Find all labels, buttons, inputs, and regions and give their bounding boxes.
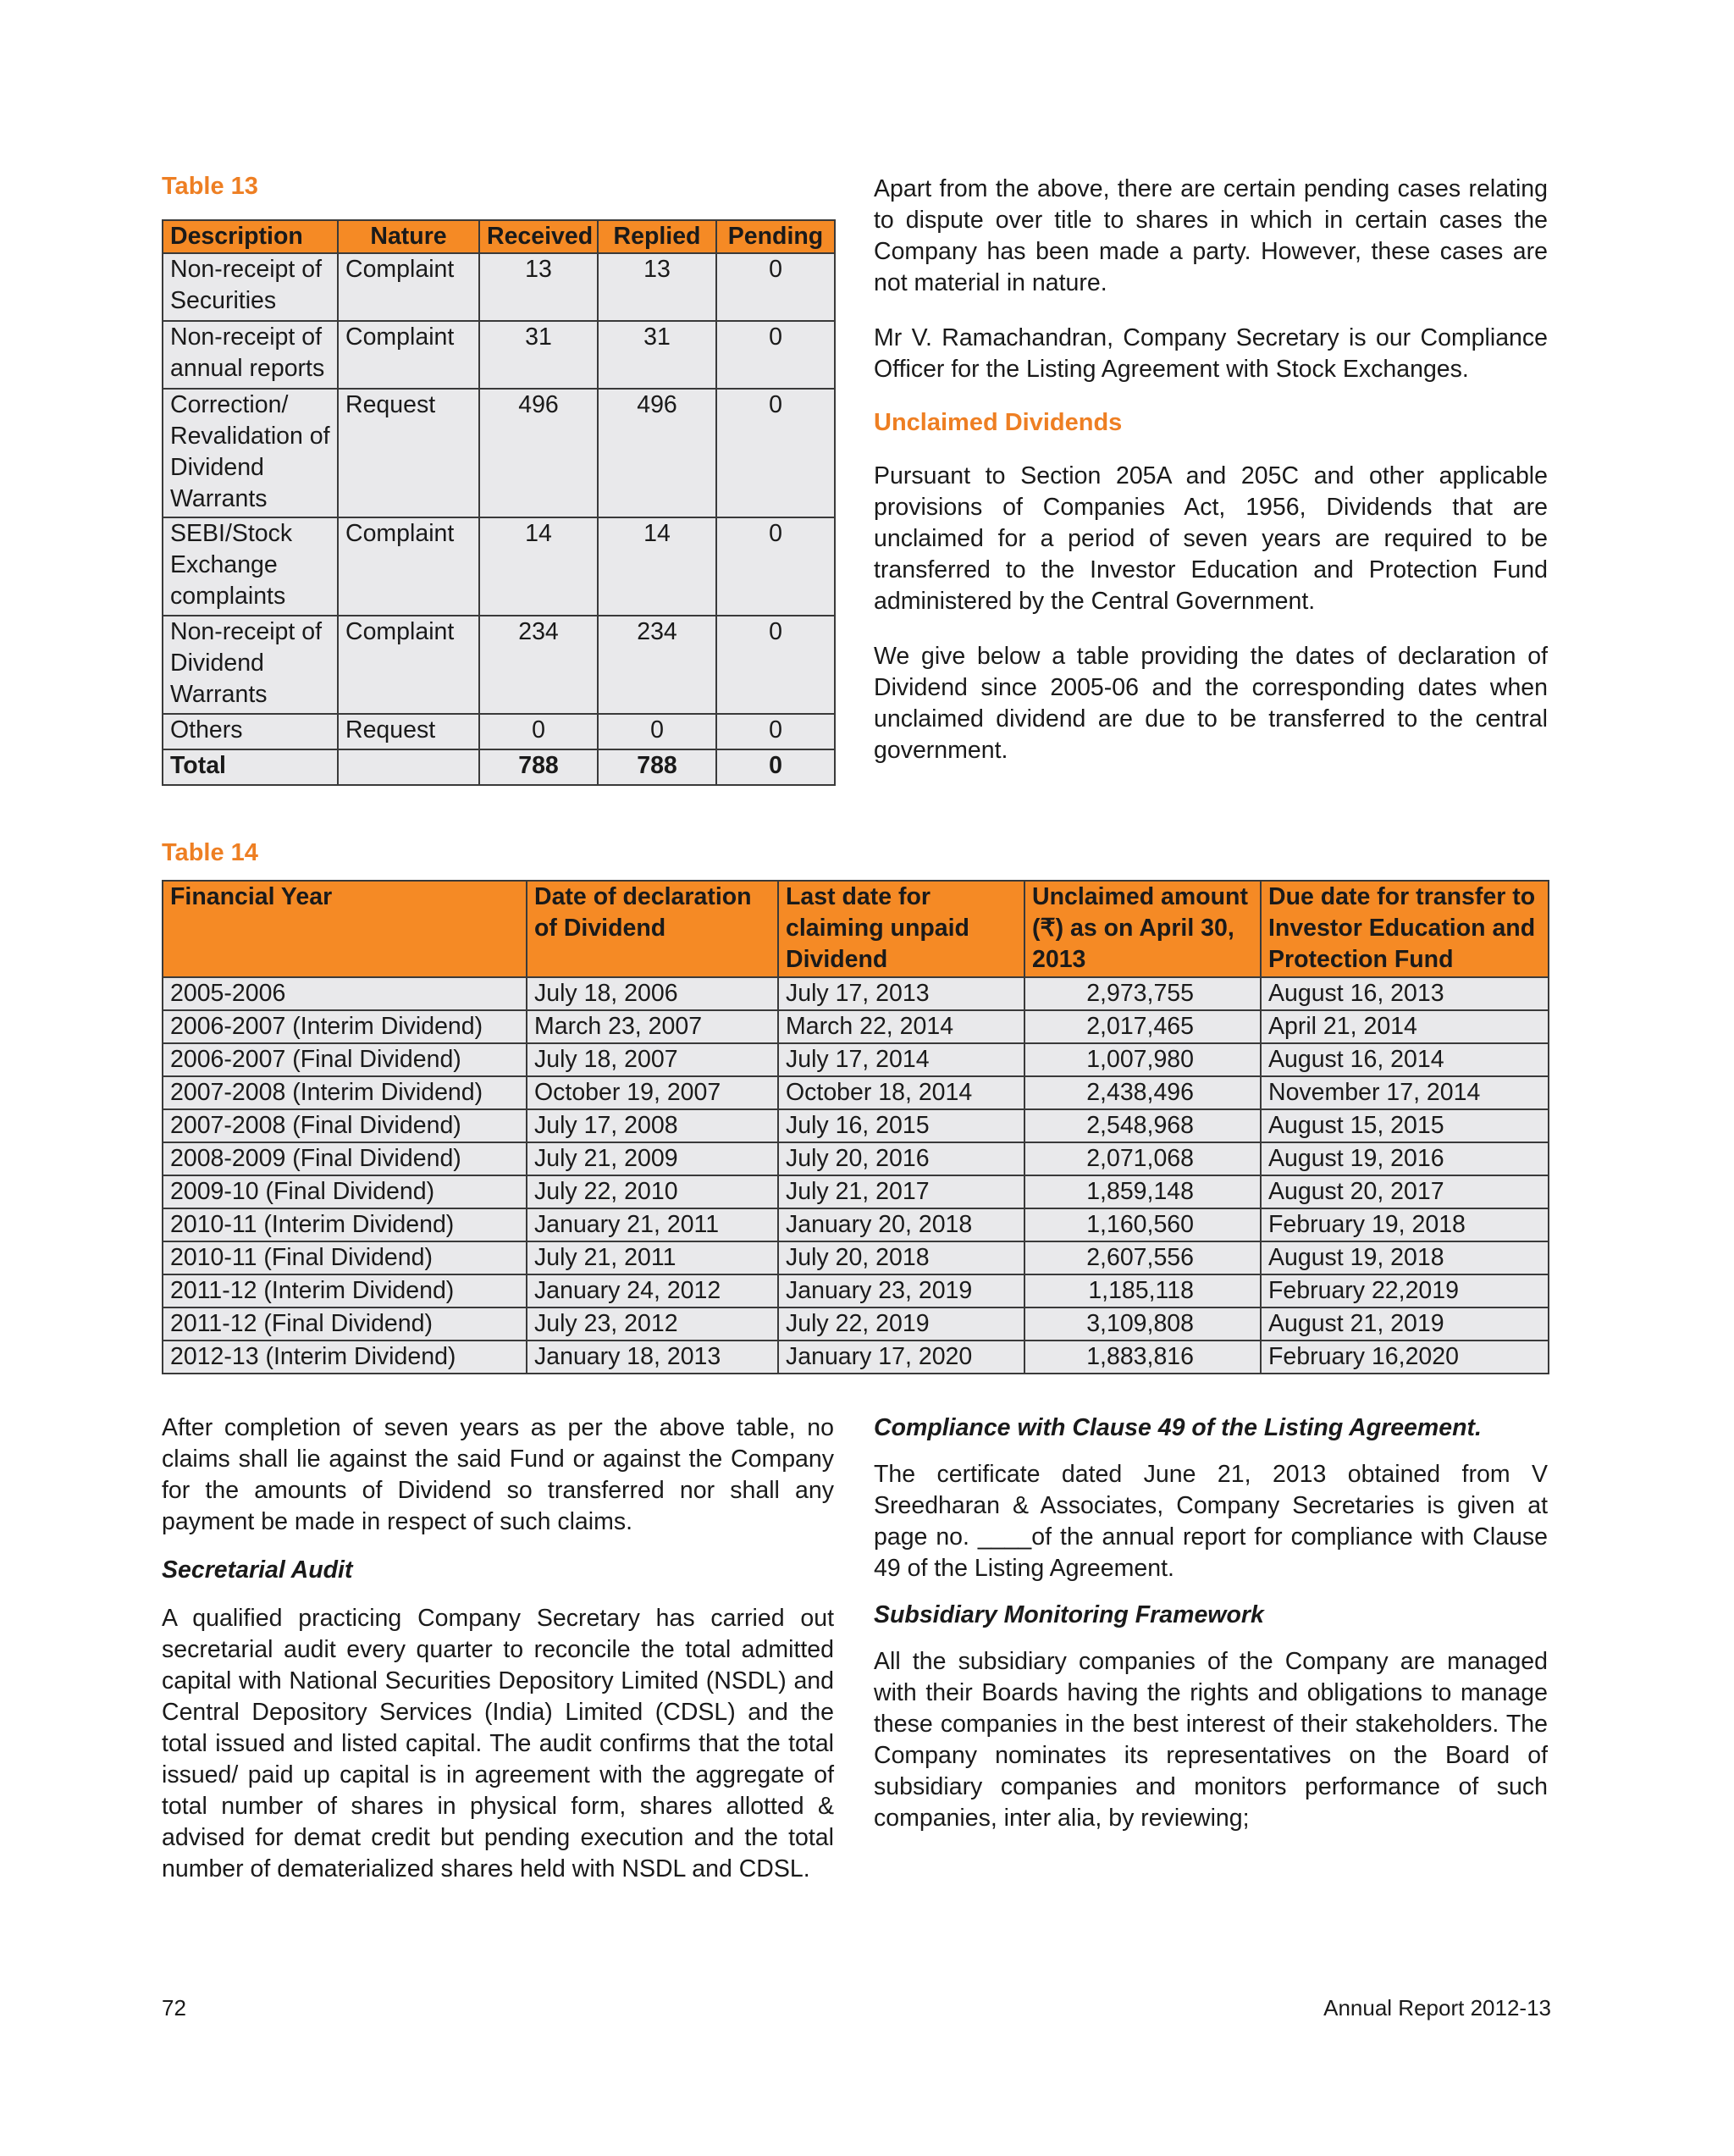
table14-body <box>163 977 1549 1374</box>
table-row <box>163 389 835 517</box>
table-cell: July 17, 2008 <box>527 1109 778 1142</box>
table-row <box>163 616 835 714</box>
table-cell: 2,071,068 <box>1024 1142 1261 1175</box>
table-row <box>163 1109 1549 1142</box>
table-cell: 1,883,816 <box>1024 1341 1261 1374</box>
table-cell: 2007-2008 (Interim Dividend) <box>163 1076 527 1109</box>
section-heading: Subsidiary Monitoring Framework <box>874 1601 1264 1628</box>
table-cell: 3,109,808 <box>1024 1307 1261 1341</box>
table-cell: Request <box>338 714 479 749</box>
table14-title: Table 14 <box>162 839 258 866</box>
table-cell: 2,438,496 <box>1024 1076 1261 1109</box>
table-cell: 14 <box>598 517 716 616</box>
paragraph: All the subsidiary companies of the Company are managed with their Boards having the rights and obligations to manage these companies in the best interest of their stakeholders. The Company nominates its representatives on the Board of subsidiary companies and monitors performance of such companies, inter alia, by reviewing; <box>874 1648 1548 1832</box>
table-cell: April 21, 2014 <box>1261 1010 1549 1043</box>
table-cell: March 22, 2014 <box>778 1010 1024 1043</box>
table-row <box>163 1208 1549 1241</box>
table-cell: 31 <box>479 321 598 389</box>
table-cell: 496 <box>479 389 598 517</box>
table-cell: 234 <box>479 616 598 714</box>
table-cell: January 17, 2020 <box>778 1341 1024 1374</box>
table14 <box>162 880 1549 1374</box>
table13-header: Received <box>479 220 598 253</box>
table-cell: 0 <box>716 616 835 714</box>
table-cell: Request <box>338 389 479 517</box>
table-cell: 13 <box>479 253 598 321</box>
table-cell: 0 <box>716 714 835 749</box>
table-cell: 2011-12 (Final Dividend) <box>163 1307 527 1341</box>
section-heading: Unclaimed Dividends <box>874 409 1123 436</box>
bottom-left-column <box>162 1412 834 1885</box>
table13-total-row <box>163 749 835 785</box>
paragraph: A qualified practicing Company Secretary has carried out secretarial audit every quarter to reconcile the total admitted capital with National Securities Depository Limited (NSDL) and Central Depository Services (India) Limited (CDSL) and the total issued and listed capital. The audit confirms that the total issued/ paid up capital is in agreement with the aggregate of total number of shares in physical form, shares allotted & advised for demat credit but pending execution and the total number of dematerialized shares held with NSDL and CDSL. <box>162 1605 834 1882</box>
bottom-right-column <box>874 1412 1548 1834</box>
table-cell: 788 <box>598 749 716 785</box>
table14-header: Unclaimed amount (₹) as on April 30, 2013 <box>1024 881 1261 977</box>
paragraph: We give below a table providing the dates of declaration of Dividend since 2005-06 and the corresponding dates when unclaimed dividend are due to be transferred to the central government. <box>874 643 1548 764</box>
table13 <box>162 219 836 786</box>
table14-header: Due date for transfer to Investor Education and Protection Fund <box>1261 881 1549 977</box>
table-cell: 788 <box>479 749 598 785</box>
table14-header-row <box>163 881 1549 977</box>
table-cell: 0 <box>716 749 835 785</box>
table-cell: 2,973,755 <box>1024 977 1261 1010</box>
table-cell: July 21, 2009 <box>527 1142 778 1175</box>
table-cell: October 19, 2007 <box>527 1076 778 1109</box>
table13-header: Description <box>163 220 338 253</box>
table-cell: 496 <box>598 389 716 517</box>
table-cell: 1,007,980 <box>1024 1043 1261 1076</box>
table-cell: July 22, 2010 <box>527 1175 778 1208</box>
table-cell: 0 <box>716 253 835 321</box>
table-cell: 234 <box>598 616 716 714</box>
table-cell: 2,017,465 <box>1024 1010 1261 1043</box>
table-row <box>163 714 835 749</box>
table-cell: 1,859,148 <box>1024 1175 1261 1208</box>
table-cell: 2010-11 (Final Dividend) <box>163 1241 527 1274</box>
table-cell: August 21, 2019 <box>1261 1307 1549 1341</box>
table-row <box>163 1341 1549 1374</box>
table-cell: Complaint <box>338 253 479 321</box>
table13-header: Nature <box>338 220 479 253</box>
table-cell: July 18, 2006 <box>527 977 778 1010</box>
table-cell: July 20, 2016 <box>778 1142 1024 1175</box>
table-cell: July 21, 2011 <box>527 1241 778 1274</box>
table-cell: 0 <box>716 389 835 517</box>
paragraph: The certificate dated June 21, 2013 obtained from V Sreedharan & Associates, Company Secretaries is given at page no. ____of the annual report for compliance with Clause 49 of the Listing Agreement. <box>874 1461 1548 1582</box>
table-cell: 2006-2007 (Final Dividend) <box>163 1043 527 1076</box>
table-cell: 2011-12 (Interim Dividend) <box>163 1274 527 1307</box>
table13-header: Pending <box>716 220 835 253</box>
table-cell: August 16, 2014 <box>1261 1043 1549 1076</box>
table-row <box>163 321 835 389</box>
table-cell: 2008-2009 (Final Dividend) <box>163 1142 527 1175</box>
table-cell: 2006-2007 (Interim Dividend) <box>163 1010 527 1043</box>
table-cell: January 24, 2012 <box>527 1274 778 1307</box>
table-cell: August 15, 2015 <box>1261 1109 1549 1142</box>
table-cell: July 16, 2015 <box>778 1109 1024 1142</box>
table-cell: 31 <box>598 321 716 389</box>
table-cell: 2007-2008 (Final Dividend) <box>163 1109 527 1142</box>
table13-title: Table 13 <box>162 173 258 200</box>
table-cell: March 23, 2007 <box>527 1010 778 1043</box>
paragraph: Mr V. Ramachandran, Company Secretary is our Compliance Officer for the Listing Agreement with Stock Exchanges. <box>874 324 1548 383</box>
table13-header: Replied <box>598 220 716 253</box>
table-cell: August 16, 2013 <box>1261 977 1549 1010</box>
table-cell: 1,185,118 <box>1024 1274 1261 1307</box>
table-cell: January 21, 2011 <box>527 1208 778 1241</box>
paragraph: After completion of seven years as per the above table, no claims shall lie against the said Fund or against the Company for the amounts of Dividend so transferred nor shall any payment be made in respect of such claims. <box>162 1414 834 1535</box>
table-cell: August 19, 2016 <box>1261 1142 1549 1175</box>
table-cell: Non-receipt of annual reports <box>163 321 338 389</box>
table-cell: November 17, 2014 <box>1261 1076 1549 1109</box>
table-row <box>163 517 835 616</box>
table-cell: Complaint <box>338 616 479 714</box>
table-cell: Complaint <box>338 517 479 616</box>
table-cell: July 20, 2018 <box>778 1241 1024 1274</box>
table-cell: 0 <box>716 321 835 389</box>
table-cell: 2005-2006 <box>163 977 527 1010</box>
table13-header-row <box>163 220 835 253</box>
table-cell: 2010-11 (Interim Dividend) <box>163 1208 527 1241</box>
table-cell: July 23, 2012 <box>527 1307 778 1341</box>
page-number: 72 <box>162 1995 186 2021</box>
table-cell: July 21, 2017 <box>778 1175 1024 1208</box>
table-cell: February 22,2019 <box>1261 1274 1549 1307</box>
table-row <box>163 1307 1549 1341</box>
table-cell: January 20, 2018 <box>778 1208 1024 1241</box>
table-cell: 0 <box>479 714 598 749</box>
table-cell: July 17, 2013 <box>778 977 1024 1010</box>
right-column <box>874 174 1548 766</box>
table-row <box>163 1241 1549 1274</box>
table-cell <box>338 749 479 785</box>
table-cell: Non-receipt of Dividend Warrants <box>163 616 338 714</box>
table-cell: 13 <box>598 253 716 321</box>
table14-header: Last date for claiming unpaid Dividend <box>778 881 1024 977</box>
table-cell: February 19, 2018 <box>1261 1208 1549 1241</box>
table-cell: Correction/ Revalidation of Dividend Warrants <box>163 389 338 517</box>
section-heading: Compliance with Clause 49 of the Listing Agreement. <box>874 1414 1482 1441</box>
table-cell: 2009-10 (Final Dividend) <box>163 1175 527 1208</box>
table-cell: 0 <box>598 714 716 749</box>
table-cell: August 19, 2018 <box>1261 1241 1549 1274</box>
table-row <box>163 1175 1549 1208</box>
table-cell: 14 <box>479 517 598 616</box>
table-row <box>163 1076 1549 1109</box>
table-row <box>163 977 1549 1010</box>
table14-header: Date of declaration of Dividend <box>527 881 778 977</box>
table-cell: Non-receipt of Securities <box>163 253 338 321</box>
paragraph: Pursuant to Section 205A and 205C and other applicable provisions of Companies Act, 1956, Dividends that are unclaimed for a period of seven years are required to be transferred to the Investor Education and Protection Fund administered by the Central Government. <box>874 462 1548 615</box>
table-cell: Complaint <box>338 321 479 389</box>
table-cell: July 18, 2007 <box>527 1043 778 1076</box>
table-cell: August 20, 2017 <box>1261 1175 1549 1208</box>
table-row <box>163 1043 1549 1076</box>
table-row <box>163 1142 1549 1175</box>
table-cell: January 23, 2019 <box>778 1274 1024 1307</box>
table-cell: 1,160,560 <box>1024 1208 1261 1241</box>
table-cell: July 22, 2019 <box>778 1307 1024 1341</box>
table-cell: 2,548,968 <box>1024 1109 1261 1142</box>
table-cell: 0 <box>716 517 835 616</box>
table-cell: January 18, 2013 <box>527 1341 778 1374</box>
table-row <box>163 1010 1549 1043</box>
report-title: Annual Report 2012-13 <box>1323 1995 1551 2021</box>
table-row <box>163 1274 1549 1307</box>
table-cell: 2,607,556 <box>1024 1241 1261 1274</box>
section-heading: Secretarial Audit <box>162 1556 353 1584</box>
paragraph: Apart from the above, there are certain pending cases relating to dispute over title to shares in which in certain cases the Company has been made a party. However, these cases are not material in nature. <box>874 175 1548 296</box>
table-cell: October 18, 2014 <box>778 1076 1024 1109</box>
table-cell: 2012-13 (Interim Dividend) <box>163 1341 527 1374</box>
table-cell: February 16,2020 <box>1261 1341 1549 1374</box>
table14-header: Financial Year <box>163 881 527 977</box>
table-cell: Others <box>163 714 338 749</box>
table-row <box>163 253 835 321</box>
table-cell: Total <box>163 749 338 785</box>
table-cell: SEBI/Stock Exchange complaints <box>163 517 338 616</box>
table-cell: July 17, 2014 <box>778 1043 1024 1076</box>
